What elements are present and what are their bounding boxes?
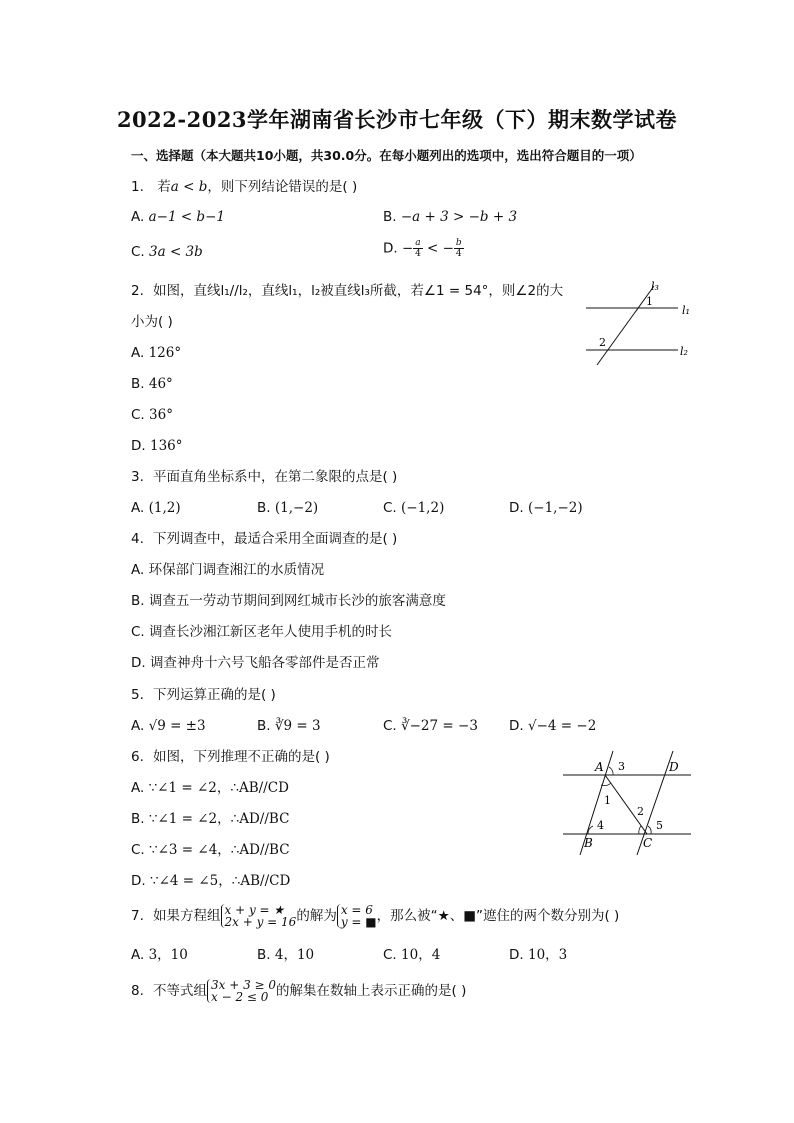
option-text: ∵∠4 = ∠5，∴AB//CD [149, 873, 291, 889]
solution-system [337, 904, 377, 928]
option-label: B. [257, 718, 271, 734]
option-c[interactable] [383, 946, 440, 964]
option-d[interactable] [131, 872, 290, 890]
option-d[interactable] [509, 717, 596, 735]
option-text: 环保部门调查湘江的水质情况 [148, 562, 325, 578]
option-label: D. [131, 655, 146, 671]
option-text: √−4 = −2 [527, 718, 597, 734]
inequality-system [207, 979, 276, 1003]
question-text: 如果方程组 [153, 908, 221, 924]
option-c[interactable] [131, 243, 203, 261]
option-b[interactable] [257, 946, 314, 964]
angle-2-arc [639, 826, 641, 834]
option-d[interactable] [509, 499, 583, 517]
vertex-c-label: C [643, 836, 653, 850]
fraction [413, 238, 422, 259]
option-label: C. [131, 407, 145, 423]
option-c[interactable] [383, 499, 444, 517]
option-text: 3a < 3b [149, 244, 203, 260]
option-label: B. [131, 593, 145, 609]
option-text: ∵∠3 = ∠4，∴AD//BC [149, 842, 290, 858]
angle-1-label: 1 [604, 794, 611, 807]
option-text: √9 = ±3 [148, 718, 206, 734]
option-a[interactable] [131, 717, 206, 735]
vertex-a-label: A [595, 760, 604, 774]
option-label: B. [257, 947, 271, 963]
option-d[interactable] [383, 238, 464, 259]
option-text: 10，4 [401, 947, 441, 963]
numerator: b [455, 238, 462, 248]
option-label: B. [383, 209, 397, 225]
question-7-stem [131, 902, 619, 930]
label-l2: l₂ [680, 345, 688, 358]
option-a[interactable] [131, 779, 289, 797]
question-text: 的解集在数轴上表示正确的是( ) [276, 983, 467, 999]
question-text: 下列运算正确的是( ) [153, 687, 276, 703]
option-text: 3，10 [148, 947, 188, 963]
angle-4-label: 4 [597, 819, 604, 832]
option-label: D. [131, 873, 146, 889]
option-b[interactable] [257, 717, 321, 735]
option-text: (−1,2) [401, 500, 445, 516]
option-a[interactable] [131, 561, 324, 579]
option-label: A. [131, 780, 145, 796]
trapezoid-figure [555, 745, 700, 860]
option-d[interactable] [509, 946, 567, 964]
option-label: A. [131, 947, 145, 963]
equation-row: 2x + y = 16 [224, 915, 297, 929]
denominator: 4 [415, 249, 421, 259]
equation-row: x = 6 [340, 903, 373, 917]
page-title: 2022-2023学年湖南省长沙市七年级（下）期末数学试卷 [116, 107, 678, 132]
option-a[interactable] [131, 208, 225, 226]
option-d[interactable] [131, 437, 183, 455]
question-6-stem [131, 748, 330, 766]
question-3-stem [131, 468, 397, 486]
option-c[interactable] [131, 623, 392, 641]
numerator: a [415, 238, 421, 248]
option-text: (−1,−2) [527, 500, 583, 516]
option-c[interactable] [131, 406, 173, 424]
parallel-lines-figure [580, 278, 700, 368]
question-text: 如图，直线l₁//l₂，直线l₁，l₂被直线l₃所截，若∠1 = 54°，则∠2的大 [153, 283, 564, 299]
option-text: ∛9 = 3 [274, 718, 321, 734]
fraction [454, 238, 464, 259]
math-condition: a < b [170, 179, 208, 195]
question-2-stem [131, 282, 563, 300]
question-number: 8. [131, 983, 144, 999]
option-text: (1,2) [148, 500, 181, 516]
question-text: ，那么被“★、■”遮住的两个数分别为( ) [376, 908, 620, 924]
option-label: C. [383, 947, 397, 963]
option-text: 调查五一劳动节期间到网红城市长沙的旅客满意度 [148, 593, 446, 609]
denominator: 4 [455, 249, 462, 259]
option-label: A. [131, 500, 145, 516]
option-text: 调查神舟十六号飞船各零部件是否正常 [149, 655, 380, 671]
option-label: A. [131, 209, 145, 225]
question-text: 若 [157, 179, 171, 195]
option-text: ∛−27 = −3 [401, 718, 478, 734]
angle-2-label: 2 [599, 336, 606, 349]
option-text: 46° [148, 376, 173, 392]
section-heading: 一、选择题（本大题共10小题，共30.0分。在每小题列出的选项中，选出符合题目的一项） [131, 148, 642, 163]
option-label: D. [509, 718, 524, 734]
question-1-stem [131, 178, 357, 196]
option-d[interactable] [131, 654, 379, 672]
option-text: −a + 3 > −b + 3 [400, 209, 518, 225]
option-text: 10，3 [527, 947, 568, 963]
vertex-d-label: D [669, 760, 679, 774]
angle-3-arc [609, 767, 613, 775]
question-number: 2. [131, 283, 144, 299]
option-label: D. [509, 500, 524, 516]
option-a[interactable] [131, 344, 181, 362]
question-5-stem [131, 686, 276, 704]
option-text: (1,−2) [274, 500, 319, 516]
question-8-stem [131, 977, 466, 1005]
option-b[interactable] [131, 810, 289, 828]
option-label: B. [257, 500, 271, 516]
angle-3-label: 3 [618, 760, 625, 773]
inequality-row: 3x + 3 ≥ 0 [211, 978, 277, 992]
angle-5-label: 5 [656, 819, 663, 832]
equation-system [221, 904, 297, 928]
option-label: A. [131, 718, 145, 734]
question-text: 的解为 [296, 908, 337, 924]
option-label: B. [131, 811, 145, 827]
option-text: ∵∠1 = ∠2，∴AB//CD [148, 780, 289, 796]
question-text: 如图，下列推理不正确的是( ) [153, 749, 330, 765]
option-c[interactable] [383, 717, 478, 735]
option-label: C. [131, 244, 145, 260]
option-b[interactable] [383, 208, 517, 226]
question-number: 5. [131, 687, 144, 703]
option-c[interactable] [131, 841, 290, 859]
option-text: ∵∠1 = ∠2，∴AD//BC [148, 811, 290, 827]
option-text: a−1 < b−1 [148, 209, 225, 225]
option-text: < − [426, 240, 454, 257]
label-l1: l₁ [682, 304, 690, 317]
option-label: A. [131, 562, 145, 578]
option-b[interactable] [131, 592, 446, 610]
option-label: D. [509, 947, 524, 963]
option-text: 126° [148, 345, 182, 361]
question-number: 7. [131, 908, 144, 924]
option-text: − [401, 240, 414, 257]
option-label: C. [383, 718, 397, 734]
option-b[interactable] [131, 375, 173, 393]
question-number: 6. [131, 749, 144, 765]
question-4-stem [131, 530, 397, 548]
angle-2-label: 2 [637, 805, 644, 818]
question-number: 4. [131, 531, 144, 547]
option-text: 调查长沙湘江新区老年人使用手机的时长 [149, 624, 393, 640]
option-label: C. [131, 624, 145, 640]
option-label: C. [131, 842, 145, 858]
option-b[interactable] [257, 499, 318, 517]
question-number: 1. [131, 179, 144, 195]
question-2-stem-cont: 小为( ) [131, 314, 173, 330]
option-label: D. [383, 240, 398, 257]
option-label: D. [131, 438, 146, 454]
inequality-row: x − 2 ≤ 0 [211, 990, 269, 1004]
question-text: 平面直角坐标系中，在第二象限的点是( ) [153, 469, 398, 485]
option-label: C. [383, 500, 397, 516]
option-label: B. [131, 376, 145, 392]
vertex-b-label: B [584, 836, 593, 850]
label-l3: l₃ [651, 280, 659, 293]
angle-5-arc [648, 826, 651, 834]
question-text: 不等式组 [153, 983, 207, 999]
option-text: 136° [149, 438, 183, 454]
question-text: ，则下列结论错误的是( ) [207, 179, 358, 195]
option-a[interactable] [131, 946, 188, 964]
equation-row: y = ■ [340, 915, 377, 929]
option-text: 4，10 [274, 947, 315, 963]
option-label: A. [131, 345, 145, 361]
question-text: 下列调查中，最适合采用全面调查的是( ) [153, 531, 398, 547]
question-number: 3. [131, 469, 144, 485]
option-text: 36° [149, 407, 173, 423]
angle-1-label: 1 [646, 295, 653, 308]
equation-row: x + y = ★ [224, 903, 285, 917]
option-a[interactable] [131, 499, 181, 517]
